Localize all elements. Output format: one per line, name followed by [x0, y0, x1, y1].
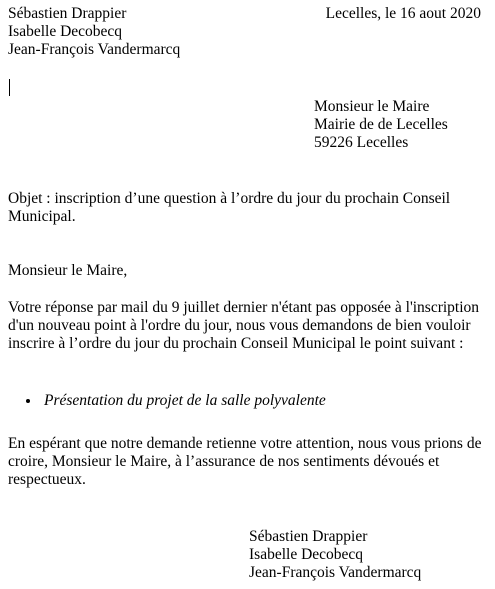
signature-name: Sébastien Drappier [249, 528, 368, 545]
text-cursor [9, 79, 10, 96]
recipient-line: 59226 Lecelles [314, 134, 409, 151]
recipient-line: Monsieur le Maire [314, 98, 430, 115]
bullet-list [26, 392, 326, 410]
closing-paragraph: En espérant que notre demande retienne votre attention, nous vous prions de croire, Monsieur le Maire, à l’assurance de nos sentiments dévoués et respectueux. [8, 435, 482, 488]
list-item-text: Présentation du projet de la salle polyvalente [44, 392, 326, 409]
list-item [26, 392, 326, 410]
sender-name: Isabelle Decobecq [8, 23, 123, 40]
sender-name: Jean-François Vandermarcq [8, 41, 181, 58]
body-paragraph: Votre réponse par mail du 9 juillet dernier n'étant pas opposée à l'inscription d'un nouveau point à l'ordre du jour, nous vous demandons de bien vouloir inscrire à l’ordre du jour du prochain Conseil Municipal le point suivant : [8, 299, 480, 352]
sender-block [8, 5, 180, 59]
salutation: Monsieur le Maire, [8, 262, 128, 279]
sender-name: Sébastien Drappier [8, 5, 127, 22]
place-date: Lecelles, le 16 aout 2020 [325, 5, 481, 22]
recipient-block [314, 98, 448, 152]
signature-block [249, 528, 421, 582]
bullet-icon [26, 399, 30, 403]
subject-line: Objet : inscription d’une question à l’ordre du jour du prochain Conseil Municipal. [8, 190, 451, 225]
signature-name: Jean-François Vandermarcq [249, 564, 422, 581]
recipient-line: Mairie de de Lecelles [314, 116, 448, 133]
signature-name: Isabelle Decobecq [249, 546, 364, 563]
